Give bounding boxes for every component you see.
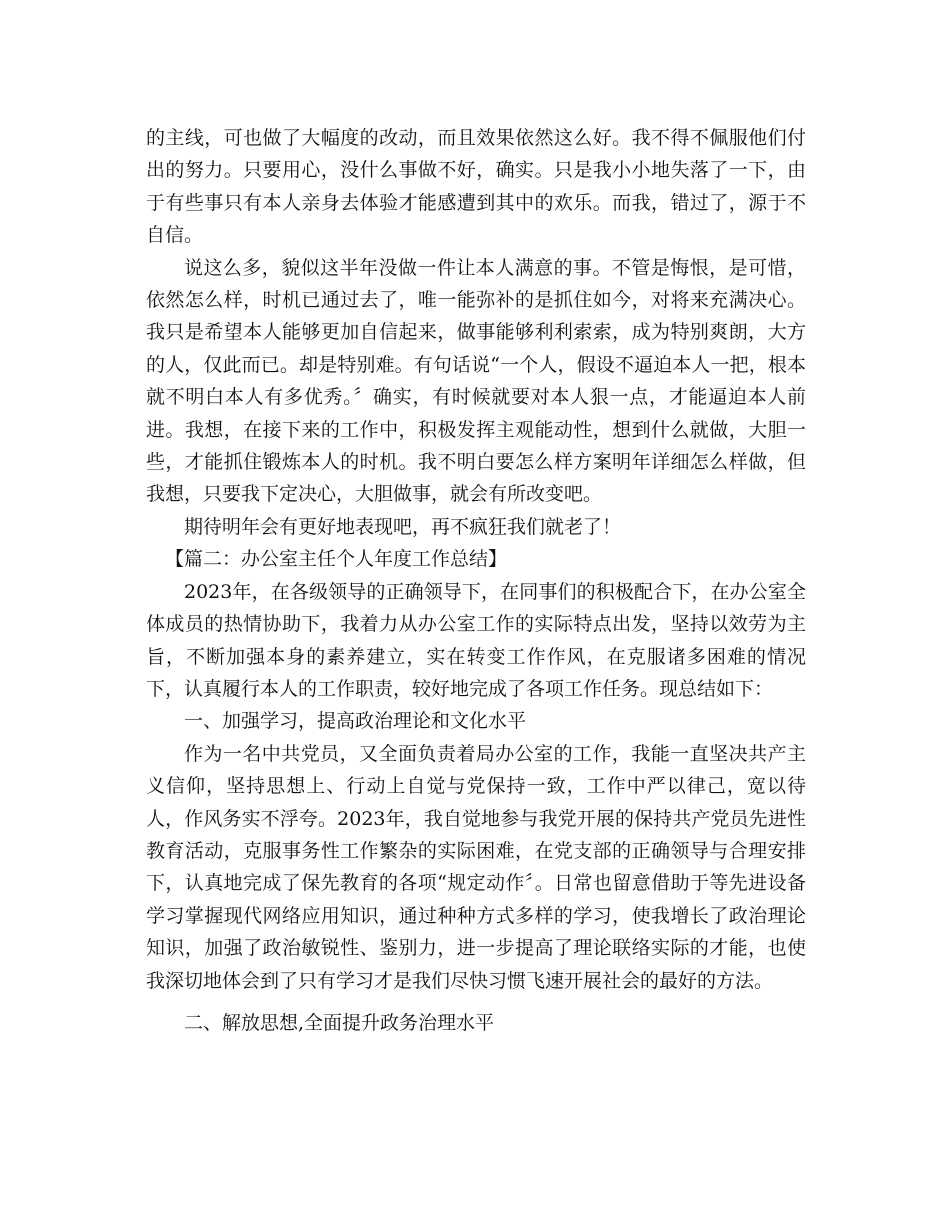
paragraph-continued: 的主线，可也做了大幅度的改动，而且效果依然这么好。我不得不佩服他们付出的努力。只要用心，没什么事做不好，确实。只是我小小地失落了一下，由于有些事只有本人亲身去体验才能感遭到其中的欢乐。而我，错过了，源于不自信。 — [146, 127, 806, 247]
section-title: 【篇二：办公室主任个人年度工作总结】 — [165, 548, 508, 571]
document-page — [146, 122, 806, 1039]
paragraph-reflection: 说这么多，貌似这半年没做一件让本人满意的事。不管是悔恨，是可惜，依然怎么样，时机已通过去了，唯一能弥补的是抓住如今，对将来充满决心。我只是希望本人能够更加自信起来，做事能够利利索索，成为特别爽朗，大方的人，仅此而已。却是特别难。有句话说“一个人，假设不逼迫本人一把，根本就不明白本人有多优秀。〞确实，有时候就要对本人狠一点，才能逼迫本人前进。我想，在接下来的工作中，积极发挥主观能动性，想到什么就做，大胆一些，才能抓住锻炼本人的时机。我不明白要怎么样方案明年详细怎么样做，但我想，只要我下定决心，大胆做事，就会有所改变吧。 — [146, 256, 806, 506]
heading-government-affairs: 二、解放思想,全面提升政务治理水平 — [184, 1011, 495, 1034]
paragraph-expectation: 期待明年会有更好地表现吧，再不疯狂我们就老了！ — [184, 515, 622, 538]
paragraph-study: 作为一名中共党员，又全面负责着局办公室的工作，我能一直坚决共产主义信仰，坚持思想上、行动上自觉与党保持一致，工作中严以律己，宽以待人，作风务实不浮夸。2023年，我自觉地参与我党开展的保持共产党员先进性教育活动，克服事务性工作繁杂的实际困难，在党支部的正确领导与合理安排下，认真地完成了保先教育的各项“规定动作〞。日常也留意借助于等先进设备学习掌握现代网络应用知识，通过种种方式多样的学习，使我增长了政治理论知识，加强了政治敏锐性、鉴别力，进一步提高了理论联络实际的才能，也使我深切地体会到了只有学习才是我们尽快习惯飞速开展社会的最好的方法。 — [146, 742, 806, 992]
heading-study: 一、加强学习，提高政治理论和文化水平 — [184, 710, 527, 733]
paragraph-section-intro: 2023年，在各级领导的正确领导下，在同事们的积极配合下，在办公室全体成员的热情协助下，我着力从办公室工作的实际特点出发，坚持以效劳为主旨，不断加强本身的素养建立，实在转变工作作风，在克服诸多困难的情况下，认真履行本人的工作职责，较好地完成了各项工作任务。现总结如下： — [146, 580, 806, 700]
